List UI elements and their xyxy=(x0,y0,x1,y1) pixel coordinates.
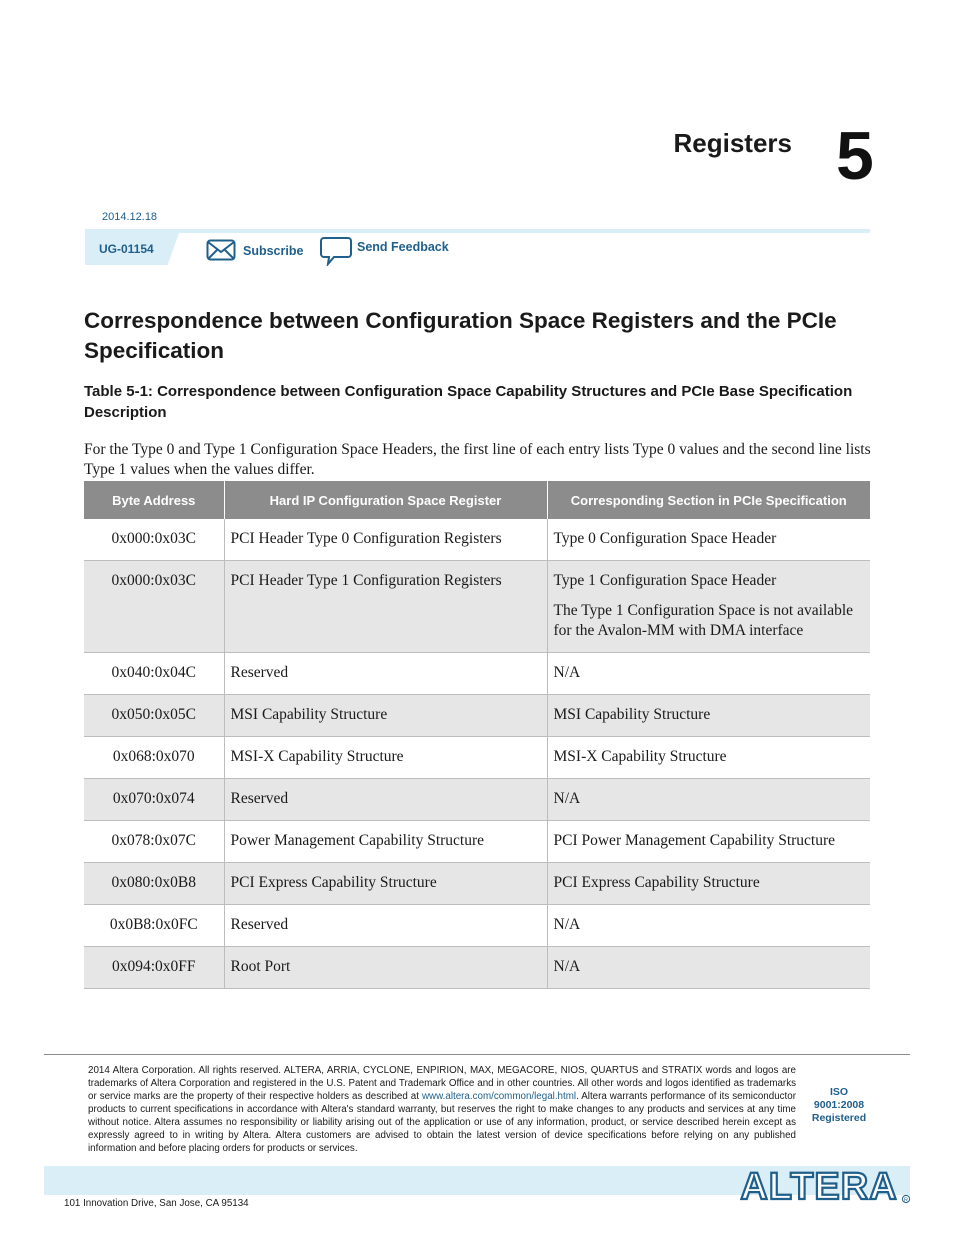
register-table xyxy=(84,481,870,989)
envelope-icon[interactable] xyxy=(206,239,236,266)
footer-address: 101 Innovation Drive, San Jose, CA 95134 xyxy=(64,1198,249,1209)
send-feedback-link[interactable]: Send Feedback xyxy=(357,240,449,254)
table-row xyxy=(84,863,870,905)
byte-address-cell: 0x0B8:0x0FC xyxy=(84,905,224,947)
byte-address-cell: 0x068:0x070 xyxy=(84,737,224,779)
column-header-spec-section: Corresponding Section in PCIe Specification xyxy=(547,481,870,519)
spec-section-cell xyxy=(547,561,870,653)
spec-section-cell: Type 0 Configuration Space Header xyxy=(547,519,870,561)
byte-address-cell: 0x050:0x05C xyxy=(84,695,224,737)
column-header-byte-address: Byte Address xyxy=(84,481,224,519)
spec-section-cell: N/A xyxy=(547,653,870,695)
table-row xyxy=(84,561,870,653)
document-id: UG-01154 xyxy=(99,242,154,256)
register-cell: PCI Header Type 1 Configuration Registers xyxy=(224,561,547,653)
table-row xyxy=(84,905,870,947)
legal-text-part1: 2014 Altera Corporation. All rights reserved. ALTERA, ARRIA, CYCLONE, ENPIRION, MAX, MEGACORE, NIOS, QUARTUS and STRATIX words and logos are trademarks of Altera Corporation and registered in the U.S. Patent and Trademark Office and in other countries. All other words and logos identified as trademarks or service marks are the property of their respective holders as described at xyxy=(88,1065,796,1102)
table-row xyxy=(84,653,870,695)
register-cell: PCI Express Capability Structure xyxy=(224,863,547,905)
register-cell: MSI-X Capability Structure xyxy=(224,737,547,779)
info-bar-strip xyxy=(85,229,870,233)
altera-logo xyxy=(737,1164,913,1211)
document-date: 2014.12.18 xyxy=(102,211,158,223)
table-header-row xyxy=(84,481,870,519)
subscribe-link[interactable]: Subscribe xyxy=(243,244,304,258)
register-cell: Power Management Capability Structure xyxy=(224,821,547,863)
spec-section-cell: MSI Capability Structure xyxy=(547,695,870,737)
spec-section-note: The Type 1 Configuration Space is not available for the Avalon-MM with DMA interface xyxy=(553,602,854,639)
logo-wordmark: ALTERA xyxy=(740,1166,898,1206)
speech-bubble-icon[interactable] xyxy=(320,236,352,271)
chapter-title: Registers xyxy=(673,128,792,158)
spec-section-cell: PCI Express Capability Structure xyxy=(547,863,870,905)
spec-section-text: Type 1 Configuration Space Header xyxy=(553,572,777,589)
table-row xyxy=(84,821,870,863)
register-cell: MSI Capability Structure xyxy=(224,695,547,737)
legal-link[interactable]: www.altera.com/common/legal.html xyxy=(421,1091,577,1102)
legal-text-part2: . Altera warrants performance of its semiconductor products to current specifications in accordance with Altera's standard warranty, but reserves the right to make changes to any products and services at any time without notice. Altera assumes no responsibility or liability arising out of the application or use of any information, product, or service described herein except as expressly agreed to in writing by Altera. Altera customers are advised to obtain the latest version of device specifications before relying on any published information and before placing orders for products or services. xyxy=(88,1091,796,1154)
chapter-number: 5 xyxy=(836,118,874,194)
byte-address-cell: 0x078:0x07C xyxy=(84,821,224,863)
table-row xyxy=(84,695,870,737)
spec-section-cell: N/A xyxy=(547,947,870,989)
spec-section-cell: N/A xyxy=(547,779,870,821)
spec-section-cell: N/A xyxy=(547,905,870,947)
table-note: For the Type 0 and Type 1 Configuration Space Headers, the first line of each entry lists Type 0 values and the second line lists Type 1 values when the values differ. xyxy=(84,441,871,478)
byte-address-cell: 0x070:0x074 xyxy=(84,779,224,821)
iso-line: 9001:2008 xyxy=(813,1099,865,1111)
register-cell: Reserved xyxy=(224,905,547,947)
byte-address-cell: 0x040:0x04C xyxy=(84,653,224,695)
table-row xyxy=(84,947,870,989)
iso-line: ISO xyxy=(829,1086,849,1098)
table-caption: Table 5-1: Correspondence between Configuration Space Capability Structures and PCIe Base Specification Description xyxy=(84,383,853,421)
register-cell: Reserved xyxy=(224,653,547,695)
iso-line: Registered xyxy=(811,1112,867,1124)
spec-section-cell: MSI-X Capability Structure xyxy=(547,737,870,779)
column-header-register: Hard IP Configuration Space Register xyxy=(224,481,547,519)
section-heading: Correspondence between Configuration Space Registers and the PCIe Specification xyxy=(84,308,837,363)
footer-legal-text xyxy=(88,1064,796,1155)
iso-badge xyxy=(800,1086,878,1125)
spec-section-cell: PCI Power Management Capability Structure xyxy=(547,821,870,863)
table-row xyxy=(84,519,870,561)
byte-address-cell: 0x000:0x03C xyxy=(84,561,224,653)
byte-address-cell: 0x000:0x03C xyxy=(84,519,224,561)
register-cell: Root Port xyxy=(224,947,547,989)
table-row xyxy=(84,779,870,821)
register-cell: PCI Header Type 0 Configuration Registers xyxy=(224,519,547,561)
svg-text:R: R xyxy=(904,1197,908,1204)
info-bar xyxy=(85,229,870,265)
footer-divider xyxy=(44,1054,910,1055)
table-row xyxy=(84,737,870,779)
register-cell: Reserved xyxy=(224,779,547,821)
byte-address-cell: 0x094:0x0FF xyxy=(84,947,224,989)
byte-address-cell: 0x080:0x0B8 xyxy=(84,863,224,905)
